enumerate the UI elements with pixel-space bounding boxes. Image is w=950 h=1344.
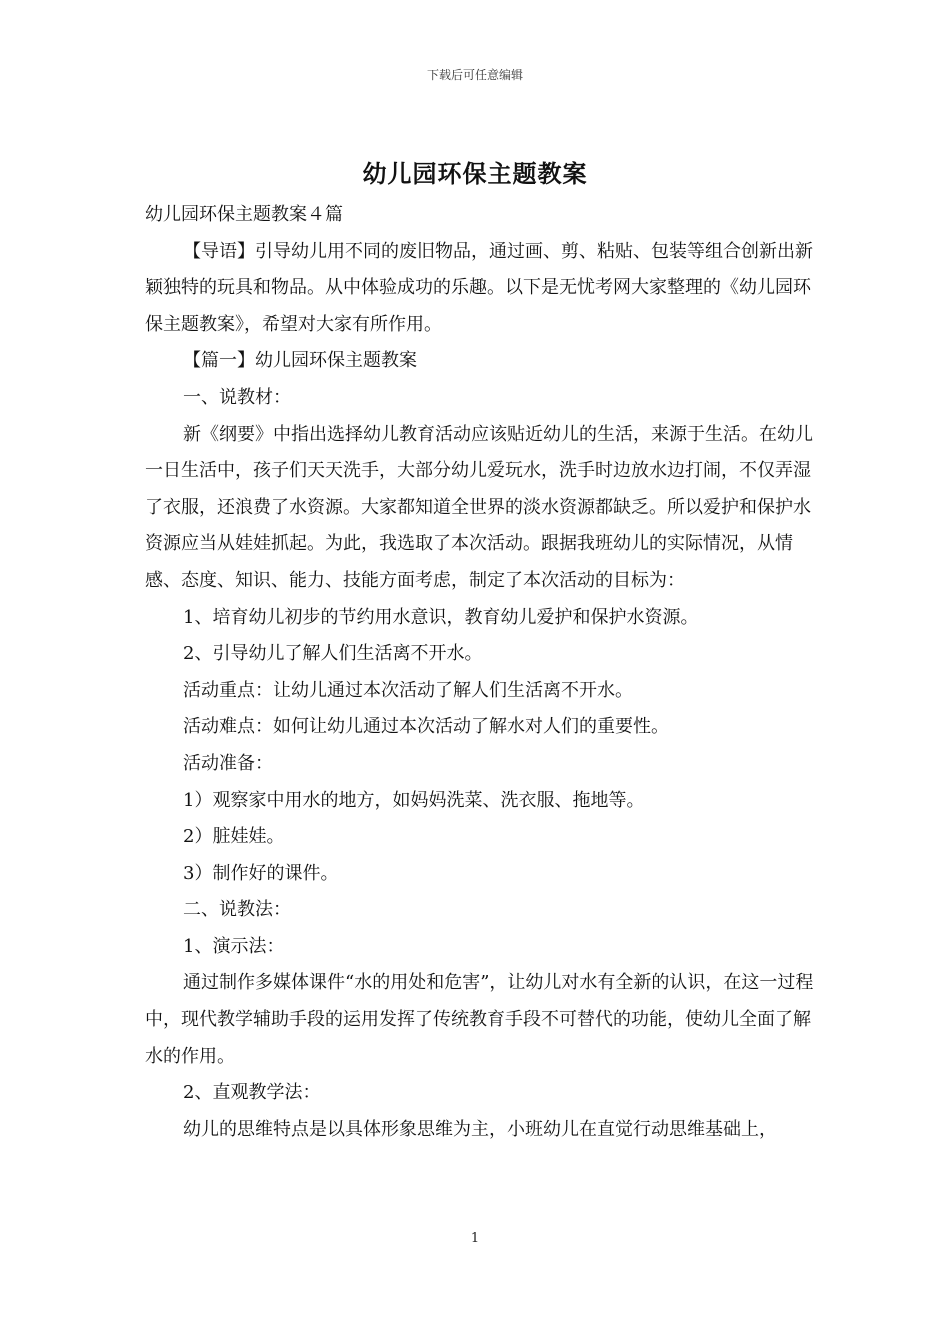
document-body (145, 197, 821, 1148)
paragraph: 活动难点：如何让幼儿通过本次活动了解水对人们的重要性。 (183, 716, 669, 738)
paragraph: 2）脏娃娃。 (183, 826, 285, 848)
paragraph: 新《纲要》中指出选择幼儿教育活动应该贴近幼儿的生活，来源于生活。在幼儿一日生活中，孩子们天天洗手，大部分幼儿爱玩水，洗手时边放水边打闹，不仅弄湿了衣服，还浪费了水资源。大家都知道全世界的淡水资源都缺乏。所以爱护和保护水资源应当从娃娃抓起。为此，我选取了本次活动。跟据我班幼儿的实际情况，从情感、态度、知识、能力、技能方面考虑，制定了本次活动的目标为： (145, 423, 813, 591)
page-header: 下载后可任意编辑 (426, 68, 523, 82)
paragraph: 1）观察家中用水的地方，如妈妈洗菜、洗衣服、拖地等。 (183, 789, 645, 811)
paragraph: 一、说教材： (183, 386, 291, 408)
paragraph: 【篇一】幼儿园环保主题教案 (183, 350, 417, 372)
paragraph: 二、说教法： (183, 899, 291, 921)
paragraph: 【导语】引导幼儿用不同的废旧物品，通过画、剪、粘贴、包装等组合创新出新颖独特的玩具和物品。从中体验成功的乐趣。以下是无忧考网大家整理的《幼儿园环保主题教案》，希望对大家有所作用。 (145, 240, 813, 335)
paragraph: 幼儿的思维特点是以具体形象思维为主，小班幼儿在直觉行动思维基础上， (183, 1118, 777, 1140)
paragraph: 活动重点：让幼儿通过本次活动了解人们生活离不开水。 (183, 679, 633, 701)
page-number: 1 (470, 1231, 480, 1246)
document-title: 幼儿园环保主题教案 (362, 159, 588, 188)
paragraph: 3）制作好的课件。 (183, 862, 339, 884)
paragraph: 通过制作多媒体课件“水的用处和危害”，让幼儿对水有全新的认识，在这一过程中，现代教学辅助手段的运用发挥了传统教育手段不可替代的功能，使幼儿全面了解水的作用。 (145, 972, 814, 1067)
paragraph: 幼儿园环保主题教案４篇 (145, 204, 343, 225)
paragraph: 2、引导幼儿了解人们生活离不开水。 (183, 643, 483, 665)
paragraph: 2、直观教学法： (183, 1082, 321, 1104)
paragraph: 活动准备： (183, 752, 273, 774)
paragraph: 1、培育幼儿初步的节约用水意识，教育幼儿爱护和保护水资源。 (183, 606, 699, 628)
paragraph: 1、演示法： (183, 935, 285, 957)
